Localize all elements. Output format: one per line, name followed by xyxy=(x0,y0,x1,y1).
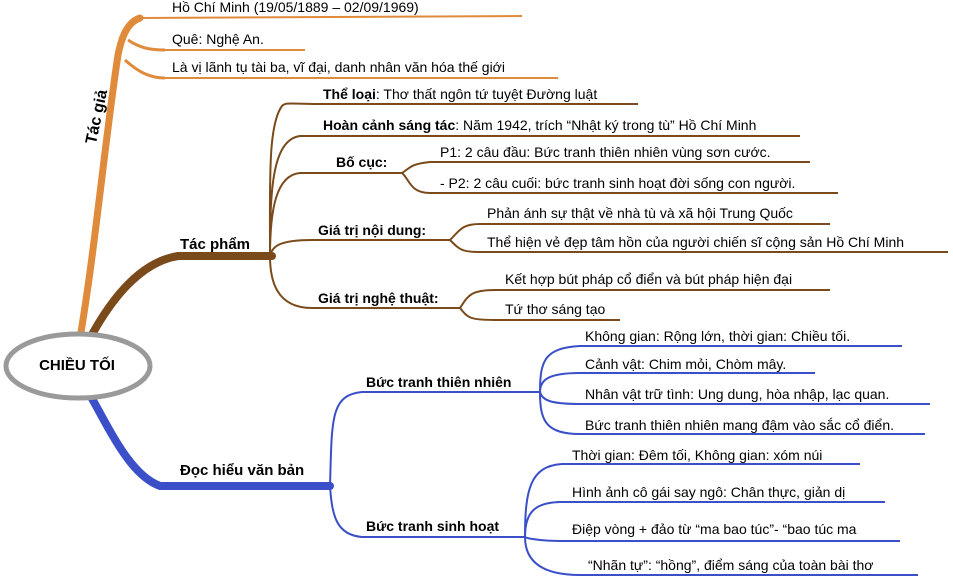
nature-item-3: Nhân vật trữ tình: Ung dung, hòa nhập, lạc quan. xyxy=(585,386,890,402)
theloai-node xyxy=(323,86,597,102)
nghethuat-item-1: Kết hợp bút pháp cổ điển và bút pháp hiện đại xyxy=(505,271,793,287)
nature-item-1: Không gian: Rộng lớn, thời gian: Chiều tối. xyxy=(585,328,851,344)
nature-item-4: Bức tranh thiên nhiên mang đậm vào sắc cổ điển. xyxy=(585,417,894,433)
noidung-item-2: Thể hiện vẻ đẹp tâm hồn của người chiến sĩ cộng sản Hồ Chí Minh xyxy=(487,234,905,250)
bocuc-label: Bố cục: xyxy=(336,154,388,170)
author-label: Tác giả xyxy=(83,88,112,146)
hoancanh-value: : Năm 1942, trích “Nhật ký trong tù” Hồ Chí Minh xyxy=(455,117,757,133)
life-item-2: Hình ảnh cô gái say ngô: Chân thực, giản dị xyxy=(572,484,846,500)
work-label: Tác phẩm xyxy=(180,236,251,253)
author-connector-2 xyxy=(128,40,165,50)
author-underline-1 xyxy=(140,16,522,18)
hoancanh-node xyxy=(323,117,756,133)
life-item-4: “Nhãn tự”: “hồng”, điểm sáng của toàn bài thơ xyxy=(588,557,874,573)
theloai-key: Thể loại xyxy=(323,86,376,102)
reading-spine xyxy=(330,392,540,537)
noidung-item-1: Phản ánh sự thật về nhà tù và xã hội Trung Quốc xyxy=(487,205,793,221)
author-item-1: Hồ Chí Minh (19/05/1889 – 02/09/1969) xyxy=(172,0,419,15)
life-label: Bức tranh sinh hoạt xyxy=(366,518,500,534)
life-item-1: Thời gian: Đêm tối, Không gian: xóm núi xyxy=(572,447,823,463)
noidung-label: Giá trị nội dung: xyxy=(318,222,427,238)
central-topic: CHIỀU TỐI xyxy=(39,356,115,374)
bocuc-item-1: P1: 2 câu đầu: Bức tranh thiên nhiên vùng sơn cước. xyxy=(440,144,771,160)
author-item-2: Quê: Nghệ An. xyxy=(172,31,264,47)
author-connector-3 xyxy=(125,60,165,78)
hoancanh-key: Hoàn cảnh sáng tác xyxy=(323,117,456,133)
nghethuat-item-2: Tứ thơ sáng tạo xyxy=(505,301,606,317)
theloai-value: : Thơ thất ngôn tứ tuyệt Đường luật xyxy=(375,86,598,102)
work-spine xyxy=(270,104,318,309)
nature-label: Bức tranh thiên nhiên xyxy=(366,374,512,390)
nghethuat-label: Giá trị nghệ thuật: xyxy=(318,290,439,306)
nature-item-2: Cảnh vật: Chim mỏi, Chòm mây. xyxy=(585,356,787,372)
author-item-3: Là vị lãnh tụ tài ba, vĩ đại, danh nhân văn hóa thế giới xyxy=(172,59,505,75)
life-item-3: Điệp vòng + đảo từ “ma bao túc”- “bao túc ma xyxy=(572,521,857,537)
reading-label: Đọc hiểu văn bản xyxy=(180,462,305,479)
bocuc-item-2: - P2: 2 câu cuối: bức tranh sinh hoạt đời sống con người. xyxy=(440,175,796,191)
